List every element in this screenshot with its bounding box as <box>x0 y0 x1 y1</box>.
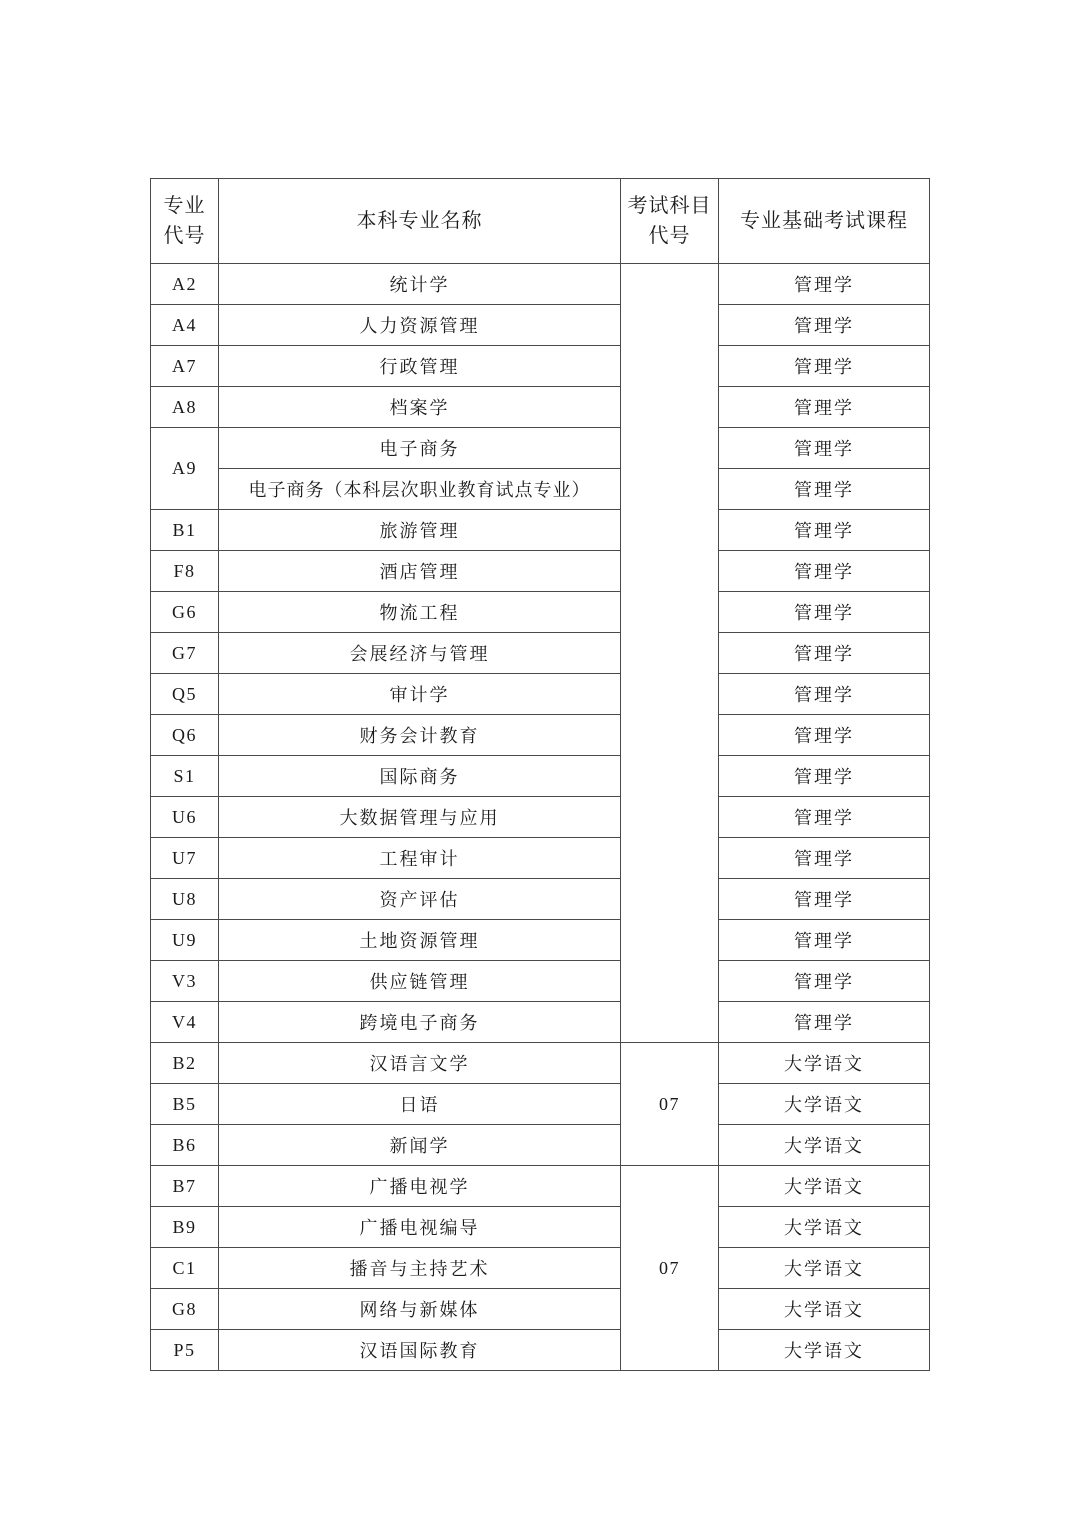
table-row <box>151 1289 930 1330</box>
header-major-code-line2: 代号 <box>163 225 206 247</box>
table-row <box>151 756 930 797</box>
table-row <box>151 1248 930 1289</box>
major-name-cell: 物流工程 <box>219 592 621 633</box>
major-name-cell: 跨境电子商务 <box>219 1002 621 1043</box>
table-row <box>151 592 930 633</box>
table-header <box>151 179 930 264</box>
major-code-cell: G6 <box>151 592 219 633</box>
major-exam-subject-table <box>150 178 930 1371</box>
header-exam-subject-code-line2: 代号 <box>648 225 691 247</box>
header-major-code <box>151 179 219 264</box>
major-name-cell: 财务会计教育 <box>219 715 621 756</box>
major-name-cell: 审计学 <box>219 674 621 715</box>
header-exam-subject-code <box>621 179 719 264</box>
basic-course-cell: 管理学 <box>719 633 930 674</box>
exam-subject-code-cell: 07 <box>621 1043 719 1166</box>
basic-course-cell: 管理学 <box>719 305 930 346</box>
basic-course-cell: 管理学 <box>719 592 930 633</box>
header-major-name: 本科专业名称 <box>219 179 621 264</box>
major-code-cell: C1 <box>151 1248 219 1289</box>
major-name-cell: 网络与新媒体 <box>219 1289 621 1330</box>
basic-course-cell: 大学语文 <box>719 1043 930 1084</box>
major-code-cell: S1 <box>151 756 219 797</box>
basic-course-cell: 管理学 <box>719 551 930 592</box>
major-exam-subject-table-container <box>150 178 929 1371</box>
header-exam-subject-code-line1: 考试科目 <box>627 195 712 217</box>
table-row <box>151 305 930 346</box>
table-row <box>151 1084 930 1125</box>
major-name-cell: 工程审计 <box>219 838 621 879</box>
major-code-cell: V3 <box>151 961 219 1002</box>
major-code-cell: V4 <box>151 1002 219 1043</box>
major-name-cell: 供应链管理 <box>219 961 621 1002</box>
basic-course-cell: 大学语文 <box>719 1289 930 1330</box>
basic-course-cell: 管理学 <box>719 797 930 838</box>
table-row <box>151 1207 930 1248</box>
major-code-cell: A4 <box>151 305 219 346</box>
major-code-cell: U7 <box>151 838 219 879</box>
major-name-cell: 汉语言文学 <box>219 1043 621 1084</box>
major-code-cell: Q6 <box>151 715 219 756</box>
major-name-cell: 旅游管理 <box>219 510 621 551</box>
major-code-cell: A8 <box>151 387 219 428</box>
major-name-cell: 统计学 <box>219 264 621 305</box>
basic-course-cell: 管理学 <box>719 838 930 879</box>
table-row <box>151 797 930 838</box>
major-name-cell: 资产评估 <box>219 879 621 920</box>
basic-course-cell: 管理学 <box>719 961 930 1002</box>
table-row <box>151 715 930 756</box>
basic-course-cell: 管理学 <box>719 346 930 387</box>
basic-course-cell: 管理学 <box>719 428 930 469</box>
table-row <box>151 674 930 715</box>
basic-course-cell: 管理学 <box>719 715 930 756</box>
major-name-cell: 人力资源管理 <box>219 305 621 346</box>
basic-course-cell: 大学语文 <box>719 1125 930 1166</box>
table-row <box>151 1002 930 1043</box>
major-name-cell: 酒店管理 <box>219 551 621 592</box>
major-code-cell: G8 <box>151 1289 219 1330</box>
major-code-cell: U8 <box>151 879 219 920</box>
basic-course-cell: 管理学 <box>719 1002 930 1043</box>
basic-course-cell: 管理学 <box>719 469 930 510</box>
major-name-cell: 电子商务（本科层次职业教育试点专业） <box>219 469 621 510</box>
table-row <box>151 1125 930 1166</box>
major-code-cell: B7 <box>151 1166 219 1207</box>
major-code-cell: A2 <box>151 264 219 305</box>
basic-course-cell: 大学语文 <box>719 1084 930 1125</box>
basic-course-cell: 管理学 <box>719 879 930 920</box>
table-row <box>151 387 930 428</box>
table-row <box>151 428 930 469</box>
table-row <box>151 633 930 674</box>
major-name-cell: 土地资源管理 <box>219 920 621 961</box>
table-row <box>151 510 930 551</box>
table-row <box>151 1166 930 1207</box>
major-code-cell: G7 <box>151 633 219 674</box>
table-row <box>151 1330 930 1371</box>
basic-course-cell: 管理学 <box>719 756 930 797</box>
table-row <box>151 838 930 879</box>
basic-course-cell: 管理学 <box>719 387 930 428</box>
header-basic-course: 专业基础考试课程 <box>719 179 930 264</box>
table-row <box>151 551 930 592</box>
basic-course-cell: 大学语文 <box>719 1248 930 1289</box>
table-row <box>151 1043 930 1084</box>
table-row <box>151 346 930 387</box>
exam-subject-code-cell: 07 <box>621 1166 719 1371</box>
header-major-code-line1: 专业 <box>163 195 206 217</box>
basic-course-cell: 大学语文 <box>719 1166 930 1207</box>
table-row <box>151 469 930 510</box>
basic-course-cell: 管理学 <box>719 674 930 715</box>
major-name-cell: 电子商务 <box>219 428 621 469</box>
major-code-cell: F8 <box>151 551 219 592</box>
major-code-cell: A9 <box>151 428 219 510</box>
header-row <box>151 179 930 264</box>
major-code-cell: A7 <box>151 346 219 387</box>
major-code-cell: B1 <box>151 510 219 551</box>
major-code-cell: B5 <box>151 1084 219 1125</box>
table-row <box>151 879 930 920</box>
major-name-cell: 广播电视编导 <box>219 1207 621 1248</box>
table-row <box>151 264 930 305</box>
basic-course-cell: 管理学 <box>719 510 930 551</box>
major-name-cell: 播音与主持艺术 <box>219 1248 621 1289</box>
major-code-cell: P5 <box>151 1330 219 1371</box>
major-name-cell: 档案学 <box>219 387 621 428</box>
table-row <box>151 920 930 961</box>
major-name-cell: 新闻学 <box>219 1125 621 1166</box>
basic-course-cell: 管理学 <box>719 920 930 961</box>
exam-subject-code-cell <box>621 264 719 1043</box>
major-name-cell: 会展经济与管理 <box>219 633 621 674</box>
basic-course-cell: 大学语文 <box>719 1207 930 1248</box>
major-code-cell: B6 <box>151 1125 219 1166</box>
table-body <box>151 264 930 1371</box>
major-name-cell: 国际商务 <box>219 756 621 797</box>
major-name-cell: 日语 <box>219 1084 621 1125</box>
major-code-cell: U9 <box>151 920 219 961</box>
major-code-cell: B2 <box>151 1043 219 1084</box>
major-code-cell: U6 <box>151 797 219 838</box>
table-row <box>151 961 930 1002</box>
major-name-cell: 汉语国际教育 <box>219 1330 621 1371</box>
major-name-cell: 大数据管理与应用 <box>219 797 621 838</box>
major-code-cell: Q5 <box>151 674 219 715</box>
major-name-cell: 行政管理 <box>219 346 621 387</box>
major-code-cell: B9 <box>151 1207 219 1248</box>
basic-course-cell: 大学语文 <box>719 1330 930 1371</box>
basic-course-cell: 管理学 <box>719 264 930 305</box>
major-name-cell: 广播电视学 <box>219 1166 621 1207</box>
